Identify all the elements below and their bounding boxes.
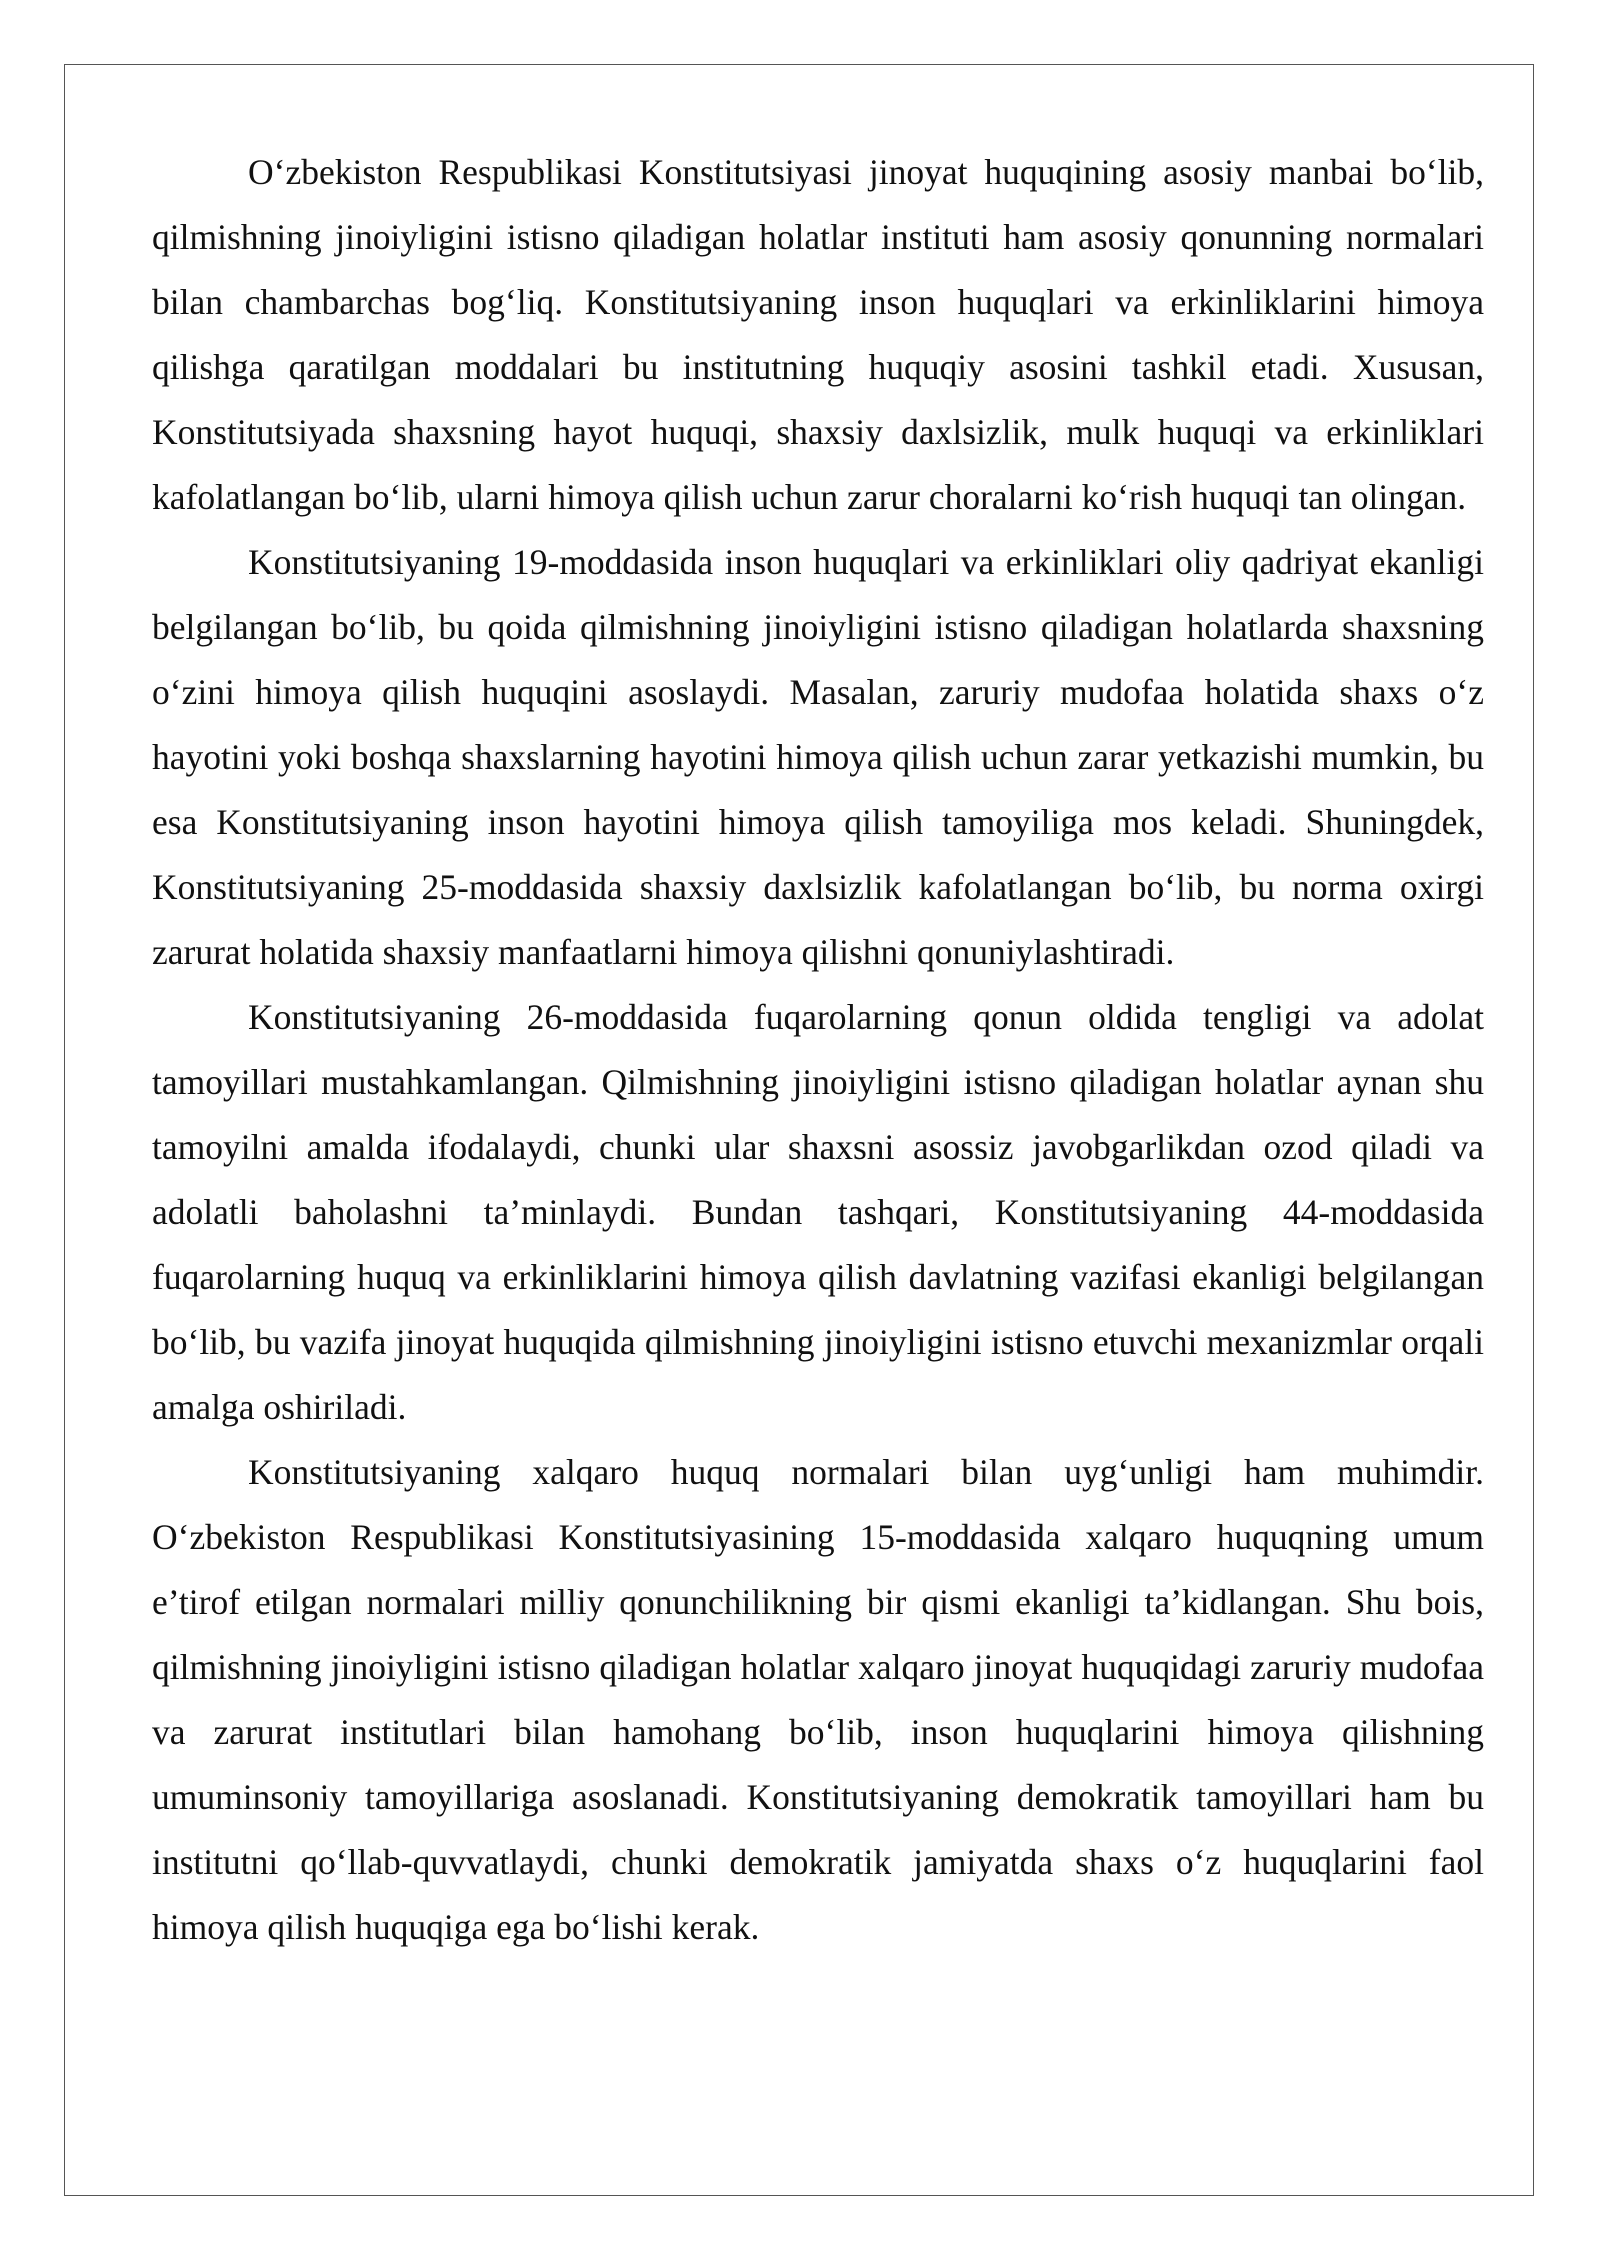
paragraph-2: Konstitutsiyaning 19-moddasida inson huquqlari va erkinliklari oliy qadriyat ekanligi belgilangan bo‘lib, bu qoida qilmishning jinoiyligini istisno qiladigan holatlarda shaxsning o‘zini himoya qilish huquqini asoslaydi. Masalan, zaruriy mudofaa holatida shaxs o‘z hayotini yoki boshqa shaxslarning hayotini himoya qilish uchun zarar yetkazishi mumkin, bu esa Konstitutsiyaning inson hayotini himoya qilish tamoyiliga mos keladi. Shuningdek, Konstitutsiyaning 25-moddasida shaxsiy daxlsizlik kafolatlangan bo‘lib, bu norma oxirgi zarurat holatida shaxsiy manfaatlarni himoya qilishni qonuniylashtiradi.: [152, 542, 1484, 972]
paragraph-3: Konstitutsiyaning 26-moddasida fuqarolarning qonun oldida tengligi va adolat tamoyillari mustahkamlangan. Qilmishning jinoiyligini istisno qiladigan holatlar aynan shu tamoyilni amalda ifodalaydi, chunki ular shaxsni asossiz javobgarlikdan ozod qiladi va adolatli baholashni ta’minlaydi. Bundan tashqari, Konstitutsiyaning 44-moddasida fuqarolarning huquq va erkinliklarini himoya qilish davlatning vazifasi ekanligi belgilangan bo‘lib, bu vazifa jinoyat huquqida qilmishning jinoiyligini istisno etuvchi mexanizmlar orqali amalga oshiriladi.: [152, 997, 1484, 1427]
document-body: [152, 140, 1484, 1960]
paragraph-1: O‘zbekiston Respublikasi Konstitutsiyasi jinoyat huquqining asosiy manbai bo‘lib, qilmishning jinoiyligini istisno qiladigan holatlar instituti ham asosiy qonunning normalari bilan chambarchas bog‘liq. Konstitutsiyaning inson huquqlari va erkinliklarini himoya qilishga qaratilgan moddalari bu institutning huquqiy asosini tashkil etadi. Xususan, Konstitutsiyada shaxsning hayot huquqi, shaxsiy daxlsizlik, mulk huquqi va erkinliklari kafolatlangan bo‘lib, ularni himoya qilish uchun zarur choralarni ko‘rish huquqi tan olingan.: [152, 152, 1484, 517]
paragraph-4: Konstitutsiyaning xalqaro huquq normalari bilan uyg‘unligi ham muhimdir. O‘zbekiston Respublikasi Konstitutsiyasining 15-moddasida xalqaro huquqning umum e’tirof etilgan normalari milliy qonunchilikning bir qismi ekanligi ta’kidlangan. Shu bois, qilmishning jinoiyligini istisno qiladigan holatlar xalqaro jinoyat huquqidagi zaruriy mudofaa va zarurat institutlari bilan hamohang bo‘lib, inson huquqlarini himoya qilishning umuminsoniy tamoyillariga asoslanadi. Konstitutsiyaning demokratik tamoyillari ham bu institutni qo‘llab-quvvatlaydi, chunki demokratik jamiyatda shaxs o‘z huquqlarini faol himoya qilish huquqiga ega bo‘lishi kerak.: [152, 1452, 1484, 1947]
